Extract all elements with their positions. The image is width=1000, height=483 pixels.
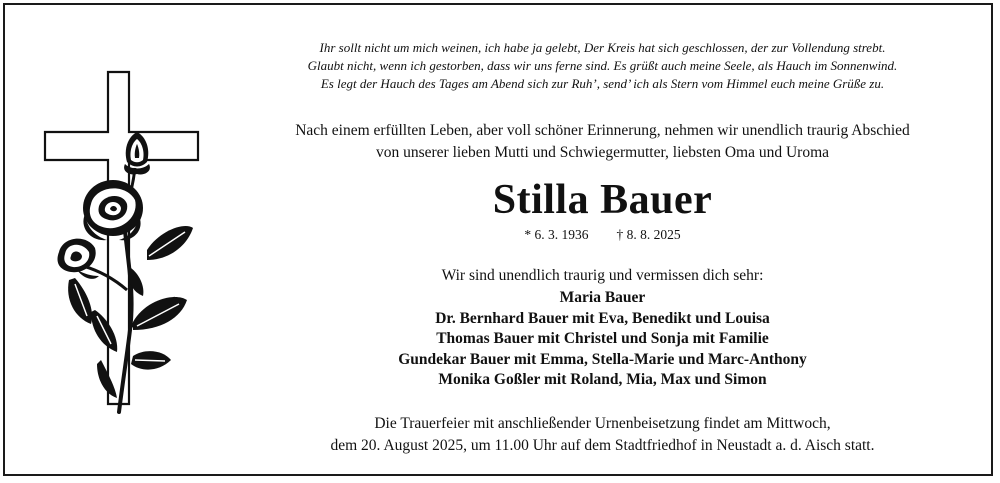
death-date: † 8. 8. 2025: [616, 227, 681, 242]
notice-text: [245, 5, 960, 475]
poem-line: Es legt der Hauch des Tages am Abend sich zur Ruh’, send’ ich als Stern vom Himmel euch meine Grüße zu.: [320, 76, 885, 91]
memorial-poem: [245, 39, 960, 93]
intro-line: von unserer lieben Mutti und Schwiegermutter, liebsten Oma und Uroma: [375, 144, 830, 161]
birth-date: * 6. 3. 1936: [524, 227, 589, 242]
mourner-line: Thomas Bauer mit Christel und Sonja mit Familie: [436, 330, 769, 347]
mourner-line: Monika Goßler mit Roland, Mia, Max und Simon: [438, 371, 767, 388]
mourner-line: Gundekar Bauer mit Emma, Stella-Marie und Marc-Anthony: [398, 350, 807, 368]
mourners-heading: Wir sind unendlich traurig und vermissen dich sehr:: [441, 267, 764, 284]
large-rose: [83, 180, 143, 240]
intro-line: Nach einem erfüllten Leben, aber voll schöner Erinnerung, nehmen wir unendlich traurig Abschied: [295, 122, 910, 139]
life-dates: [245, 226, 960, 244]
deceased-name: Stilla Bauer: [492, 177, 713, 223]
cross-with-roses-icon: [35, 60, 215, 430]
poem-line: Ihr sollt nicht um mich weinen, ich habe ja gelebt, Der Kreis hat sich geschlossen, der zur Vollendung strebt.: [319, 40, 886, 55]
service-line: Die Trauerfeier mit anschließender Urnenbeisetzung findet am Mittwoch,: [374, 415, 831, 432]
funeral-service-info: [245, 413, 960, 457]
mourner-line: Dr. Bernhard Bauer mit Eva, Benedikt und Louisa: [435, 309, 770, 327]
service-line: dem 20. August 2025, um 11.00 Uhr auf dem Stadtfriedhof in Neustadt a. d. Aisch statt.: [330, 437, 875, 454]
obituary-notice: [3, 3, 993, 476]
mourners-list: [245, 288, 960, 391]
rose-bud-left: [58, 239, 100, 279]
mourner-line: Maria Bauer: [559, 289, 646, 306]
intro-text: [245, 120, 960, 164]
poem-line: Glaubt nicht, wenn ich gestorben, dass wir uns ferne sind. Es grüßt auch meine Seele, als Hauch im Sonnenwind.: [307, 58, 898, 73]
